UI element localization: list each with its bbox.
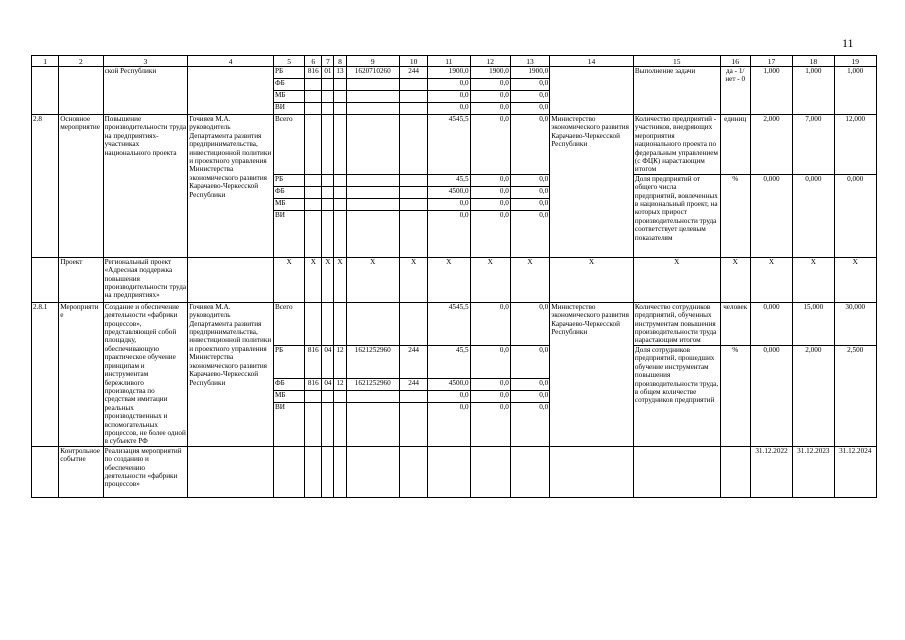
indicator: Количество предприятий - участников, внедряющих мероприятия национального проекта по федеральным управлением (с ФЦК) нарастающим итогом xyxy=(633,115,720,175)
budget-code: 12 xyxy=(334,345,346,378)
amount: 0,0 xyxy=(428,79,470,91)
control-date: 31.12.2024 xyxy=(834,446,877,497)
budget-code: 1621252960 xyxy=(346,345,399,378)
header-cell: 14 xyxy=(550,56,634,67)
x-mark: X xyxy=(428,257,470,302)
item-type: Мероприятие xyxy=(59,302,103,446)
activity-name: Реализация мероприятий по созданию и обеспечению деятельности «фабрики процессов» xyxy=(103,446,188,497)
funding-source: ФБ xyxy=(273,186,304,198)
x-mark: X xyxy=(510,257,549,302)
budget-code: 04 xyxy=(322,378,334,390)
budget-code: 244 xyxy=(399,378,427,390)
amount: 0,0 xyxy=(470,378,510,390)
amount: 0,0 xyxy=(470,103,510,115)
value: 0,000 xyxy=(750,345,792,446)
budget-code: 1620710260 xyxy=(346,67,399,79)
x-mark: X xyxy=(346,257,399,302)
table-row xyxy=(32,446,877,497)
value: 0,000 xyxy=(750,302,792,345)
amount: 0,0 xyxy=(470,174,510,186)
value: 2,000 xyxy=(750,115,792,175)
x-mark: X xyxy=(470,257,510,302)
x-mark: X xyxy=(334,257,346,302)
header-cell: 10 xyxy=(399,56,427,67)
item-type: Основное мероприятие xyxy=(59,115,103,258)
header-cell: 9 xyxy=(346,56,399,67)
executor: Министерство экономического развития Карачаево-Черкесской Республики xyxy=(550,115,634,258)
amount: 4500,0 xyxy=(428,186,470,198)
value: 1,000 xyxy=(793,67,834,115)
funding-source: ВИ xyxy=(273,210,304,257)
amount: 45,5 xyxy=(428,345,470,378)
activity-name: Региональный проект «Адресная поддержка повышения производительности труда на предприятиях» xyxy=(103,257,188,302)
x-mark: X xyxy=(550,257,634,302)
amount: 0,0 xyxy=(428,390,470,402)
amount: 0,0 xyxy=(470,79,510,91)
table-row xyxy=(32,257,877,302)
table-row xyxy=(32,67,877,79)
funding-source: МБ xyxy=(273,390,304,402)
funding-source: ВИ xyxy=(273,402,304,446)
header-cell: 17 xyxy=(750,56,792,67)
amount: 0,0 xyxy=(510,103,549,115)
header-cell: 16 xyxy=(720,56,750,67)
amount: 0,0 xyxy=(510,174,549,186)
value: 30,000 xyxy=(834,302,877,345)
value: 1,000 xyxy=(834,67,877,115)
budget-code: 816 xyxy=(305,67,322,79)
value: 15,000 xyxy=(793,302,834,345)
x-mark: X xyxy=(720,257,750,302)
budget-code: 12 xyxy=(334,378,346,390)
item-number: 2.8.1 xyxy=(32,302,59,446)
funding-source: РБ xyxy=(273,67,304,79)
program-table xyxy=(31,55,877,498)
header-cell: 18 xyxy=(793,56,834,67)
amount: 4500,0 xyxy=(428,378,470,390)
amount: 0,0 xyxy=(510,390,549,402)
header-cell: 19 xyxy=(834,56,877,67)
indicator: Доля сотрудников предприятий, прошедших обучение инструментам повышения производительности труда, в общем количестве сотрудников предприятий xyxy=(633,345,720,446)
budget-code: 244 xyxy=(399,67,427,79)
funding-source: МБ xyxy=(273,198,304,210)
value: 1,000 xyxy=(750,67,792,115)
value: 2,000 xyxy=(793,345,834,446)
header-cell: 5 xyxy=(273,56,304,67)
responsible: Гочияев М.А. руководитель Департамента развития предпринимательства, инвестиционной политики и проектного управления Министерства экономического развития Карачаево-Черкесской Республики xyxy=(188,115,274,258)
amount: 0,0 xyxy=(510,302,549,345)
budget-code: 816 xyxy=(305,378,322,390)
amount: 0,0 xyxy=(510,186,549,198)
header-cell: 13 xyxy=(510,56,549,67)
funding-source: Всего xyxy=(273,115,304,175)
amount: 0,0 xyxy=(428,91,470,103)
amount: 0,0 xyxy=(510,198,549,210)
amount: 0,0 xyxy=(428,103,470,115)
value: 2,500 xyxy=(834,345,877,446)
amount: 0,0 xyxy=(428,210,470,257)
amount: 0,0 xyxy=(510,115,549,175)
budget-code: 01 xyxy=(322,67,334,79)
header-cell: 1 xyxy=(32,56,59,67)
responsible: Гочияев М.А. руководитель Департамента развития предпринимательства, инвестиционной политики и проектного управления Министерства экономического развития Карачаево-Черкесской Республики xyxy=(188,302,274,446)
header-cell: 4 xyxy=(188,56,274,67)
amount: 0,0 xyxy=(510,345,549,378)
amount: 0,0 xyxy=(470,91,510,103)
amount: 1900,0 xyxy=(510,67,549,79)
table-row xyxy=(32,115,877,175)
x-mark: X xyxy=(273,257,304,302)
unit: да - 1/ нет - 0 xyxy=(720,67,750,115)
x-mark: X xyxy=(633,257,720,302)
amount: 0,0 xyxy=(428,402,470,446)
header-cell: 7 xyxy=(322,56,334,67)
funding-source: РБ xyxy=(273,174,304,186)
value: 12,000 xyxy=(834,115,877,175)
header-cell: 12 xyxy=(470,56,510,67)
amount: 0,0 xyxy=(470,345,510,378)
value: 0,000 xyxy=(750,174,792,257)
x-mark: X xyxy=(399,257,427,302)
x-mark: X xyxy=(322,257,334,302)
amount: 1900,0 xyxy=(470,67,510,79)
funding-source: РБ xyxy=(273,345,304,378)
executor: Министерство экономического развития Карачаево-Черкесской Республики xyxy=(550,302,634,446)
header-cell: 3 xyxy=(103,56,188,67)
amount: 4545,5 xyxy=(428,302,470,345)
budget-code: 244 xyxy=(399,345,427,378)
amount: 0,0 xyxy=(470,402,510,446)
unit: % xyxy=(720,174,750,257)
amount: 0,0 xyxy=(470,115,510,175)
amount: 0,0 xyxy=(470,302,510,345)
x-mark: X xyxy=(834,257,877,302)
x-mark: X xyxy=(305,257,322,302)
amount: 0,0 xyxy=(510,79,549,91)
indicator: Количество сотрудников предприятий, обученных инструментам повышения производительности труда нарастающим итогом xyxy=(633,302,720,345)
amount: 0,0 xyxy=(510,378,549,390)
unit: % xyxy=(720,345,750,446)
amount: 0,0 xyxy=(428,198,470,210)
header-cell: 8 xyxy=(334,56,346,67)
amount: 0,0 xyxy=(470,198,510,210)
header-cell: 11 xyxy=(428,56,470,67)
funding-source: Всего xyxy=(273,302,304,345)
header-row xyxy=(32,56,877,67)
amount: 0,0 xyxy=(510,402,549,446)
header-cell: 6 xyxy=(305,56,322,67)
amount: 0,0 xyxy=(510,210,549,257)
x-mark: X xyxy=(750,257,792,302)
activity-name: Повышение производительности труда на предприятиях-участниках национального проекта xyxy=(103,115,188,258)
control-date: 31.12.2022 xyxy=(750,446,792,497)
budget-code: 04 xyxy=(322,345,334,378)
amount: 1900,0 xyxy=(428,67,470,79)
header-cell: 15 xyxy=(633,56,720,67)
amount: 0,0 xyxy=(470,186,510,198)
value: 7,000 xyxy=(793,115,834,175)
value: 0,000 xyxy=(834,174,877,257)
funding-source: ВИ xyxy=(273,103,304,115)
budget-code: 13 xyxy=(334,67,346,79)
activity-name: ской Республики xyxy=(103,67,188,115)
funding-source: ФБ xyxy=(273,378,304,390)
unit: единиц xyxy=(720,115,750,175)
amount: 4545,5 xyxy=(428,115,470,175)
funding-source: МБ xyxy=(273,91,304,103)
indicator: Выполнение задачи xyxy=(633,67,720,115)
value: 0,000 xyxy=(793,174,834,257)
unit: человек xyxy=(720,302,750,345)
page-number: 11 xyxy=(842,36,854,50)
table-row xyxy=(32,302,877,345)
item-number: 2.8 xyxy=(32,115,59,258)
header-cell: 2 xyxy=(59,56,103,67)
x-mark: X xyxy=(793,257,834,302)
amount: 45,5 xyxy=(428,174,470,186)
indicator: Доля предприятий от общего числа предприятий, вовлеченных в национальный проект, на которых прирост производительности труда соответствует целевым показателям xyxy=(633,174,720,257)
budget-code: 1621252960 xyxy=(346,378,399,390)
amount: 0,0 xyxy=(470,390,510,402)
amount: 0,0 xyxy=(510,91,549,103)
amount: 0,0 xyxy=(470,210,510,257)
funding-source: ФБ xyxy=(273,79,304,91)
item-type: Проект xyxy=(59,257,103,302)
control-date: 31.12.2023 xyxy=(793,446,834,497)
activity-name: Создание и обеспечение деятельности «фабрики процессов», представляющей собой площадку, обеспечивающую практическое обучение принципам и инструментам бережливого производства по средствам имитации реальных производственных и вспомогательных процессов, не более одной в субъекте РФ xyxy=(104,302,186,446)
budget-code: 816 xyxy=(305,345,322,378)
item-type: Контрольное событие xyxy=(59,446,103,497)
